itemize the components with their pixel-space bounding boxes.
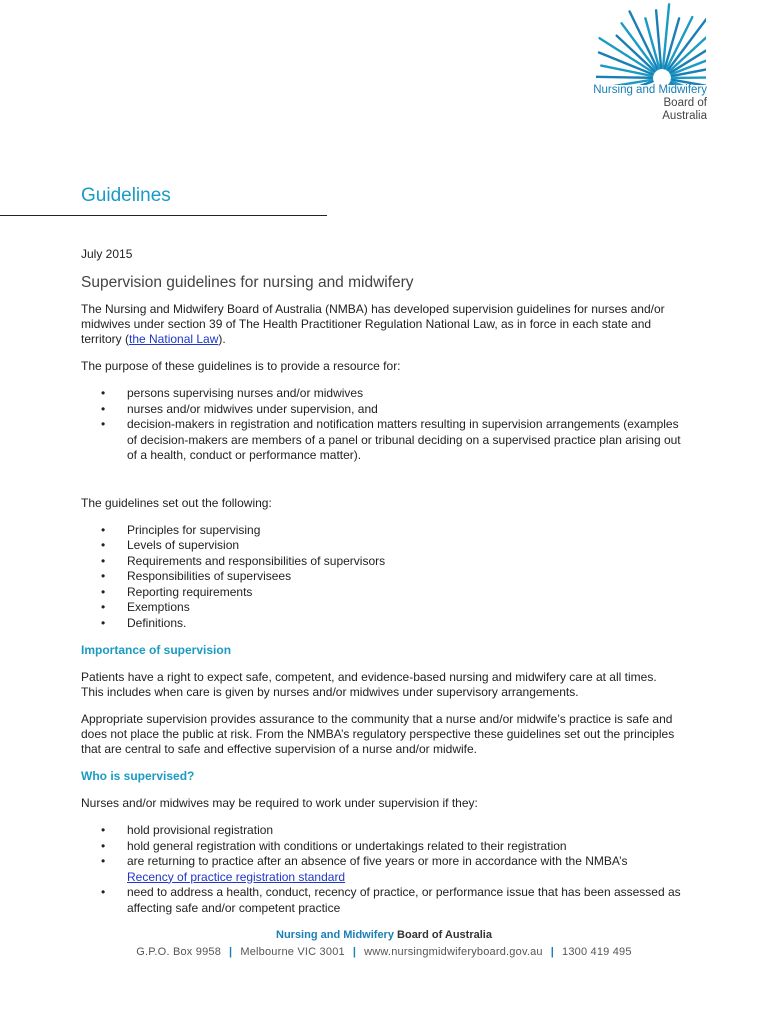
title-divider xyxy=(0,215,327,216)
radiating-lines-icon xyxy=(596,0,706,85)
national-law-link[interactable]: the National Law xyxy=(129,332,219,346)
importance-paragraph-2: Appropriate supervision provides assurance to the community that a nurse and/or midwife’s practice is safe and does not place the public at risk. From the NMBA’s regulatory perspective these guidelines set out the principles that are central to safe and effective supervision of a nurse and/or midwife. xyxy=(81,712,675,756)
section-title: Guidelines xyxy=(81,185,171,206)
setout-paragraph: The guidelines set out the following: xyxy=(81,495,272,510)
footer-brand xyxy=(0,928,768,943)
setout-list xyxy=(81,523,681,632)
list-item xyxy=(81,854,681,885)
logo-line-1: Nursing and Midwifery xyxy=(593,84,707,96)
document-body xyxy=(81,247,681,916)
logo-ray xyxy=(672,77,706,78)
who-paragraph: Nurses and/or midwives may be required to work under supervision if they: xyxy=(81,796,478,810)
intro-text: The Nursing and Midwifery Board of Australia (NMBA) has developed supervision guidelines for nurses and/or midwives under section 39 of The Health Practitioner Regulation National Law, as in force in each state and territory ( xyxy=(81,302,665,346)
logo-line-2: Board of xyxy=(663,97,707,109)
list-item: • persons supervising nurses and/or midwives xyxy=(81,386,681,402)
footer-brand-name: Nursing and Midwifery xyxy=(276,929,394,941)
who-list xyxy=(81,823,681,916)
document-date: July 2015 xyxy=(81,247,133,261)
footer-website[interactable]: www.nursingmidwiferyboard.gov.au xyxy=(364,946,543,958)
importance-paragraph-1: Patients have a right to expect safe, competent, and evidence-based nursing and midwifery care at all times. This includes when care is given by nurses and/or midwives under supervisory arrangements. xyxy=(81,670,657,699)
footer-city: Melbourne VIC 3001 xyxy=(240,946,345,958)
list-item: • decision-makers in registration and notification matters resulting in supervision arrangements (examples of decision-makers are members of a panel or tribunal deciding on a supervised practice plan arising out of a health, conduct or performance matter). xyxy=(81,417,681,464)
intro-tail: ). xyxy=(218,332,226,346)
footer-phone: 1300 419 495 xyxy=(562,946,632,958)
list-item: • Requirements and responsibilities of supervisors xyxy=(81,554,681,570)
nmba-logo xyxy=(560,0,735,130)
logo-ray xyxy=(596,77,652,78)
list-item: • nurses and/or midwives under supervision, and xyxy=(81,402,681,418)
list-item: • Responsibilities of supervisees xyxy=(81,569,681,585)
logo-line-3: Australia xyxy=(662,110,707,122)
footer-address: G.P.O. Box 9958 xyxy=(136,946,222,958)
list-item: • Definitions. xyxy=(81,616,681,632)
list-item: • hold general registration with conditions or undertakings related to their registration xyxy=(81,839,681,855)
list-item: • Principles for supervising xyxy=(81,523,681,539)
purpose-paragraph: The purpose of these guidelines is to provide a resource for: xyxy=(81,359,401,373)
footer-separator: | xyxy=(352,946,357,958)
document-title: Supervision guidelines for nursing and midwifery xyxy=(81,274,414,291)
footer-brand-suffix: Board of Australia xyxy=(397,929,492,941)
list-item: • Exemptions xyxy=(81,600,681,616)
footer-separator: | xyxy=(550,946,554,958)
list-item: • Reporting requirements xyxy=(81,585,681,601)
purpose-list xyxy=(81,386,681,464)
logo-wordmark xyxy=(593,84,707,123)
footer-contact xyxy=(0,945,768,960)
footer-separator: | xyxy=(229,946,233,958)
page-footer xyxy=(0,928,768,960)
recency-standard-link[interactable]: Recency of practice registration standard xyxy=(127,869,346,884)
list-item: • Levels of supervision xyxy=(81,538,681,554)
intro-paragraph xyxy=(81,302,681,347)
list-item-text: are returning to practice after an absence of five years or more in accordance with the NMBA’s xyxy=(127,854,628,868)
list-item: • need to address a health, conduct, recency of practice, or performance issue that has been assessed as affecting safe and/or competent practice xyxy=(81,885,681,916)
who-heading: Who is supervised? xyxy=(81,769,195,783)
importance-heading: Importance of supervision xyxy=(81,643,232,657)
list-item: • hold provisional registration xyxy=(81,823,681,839)
